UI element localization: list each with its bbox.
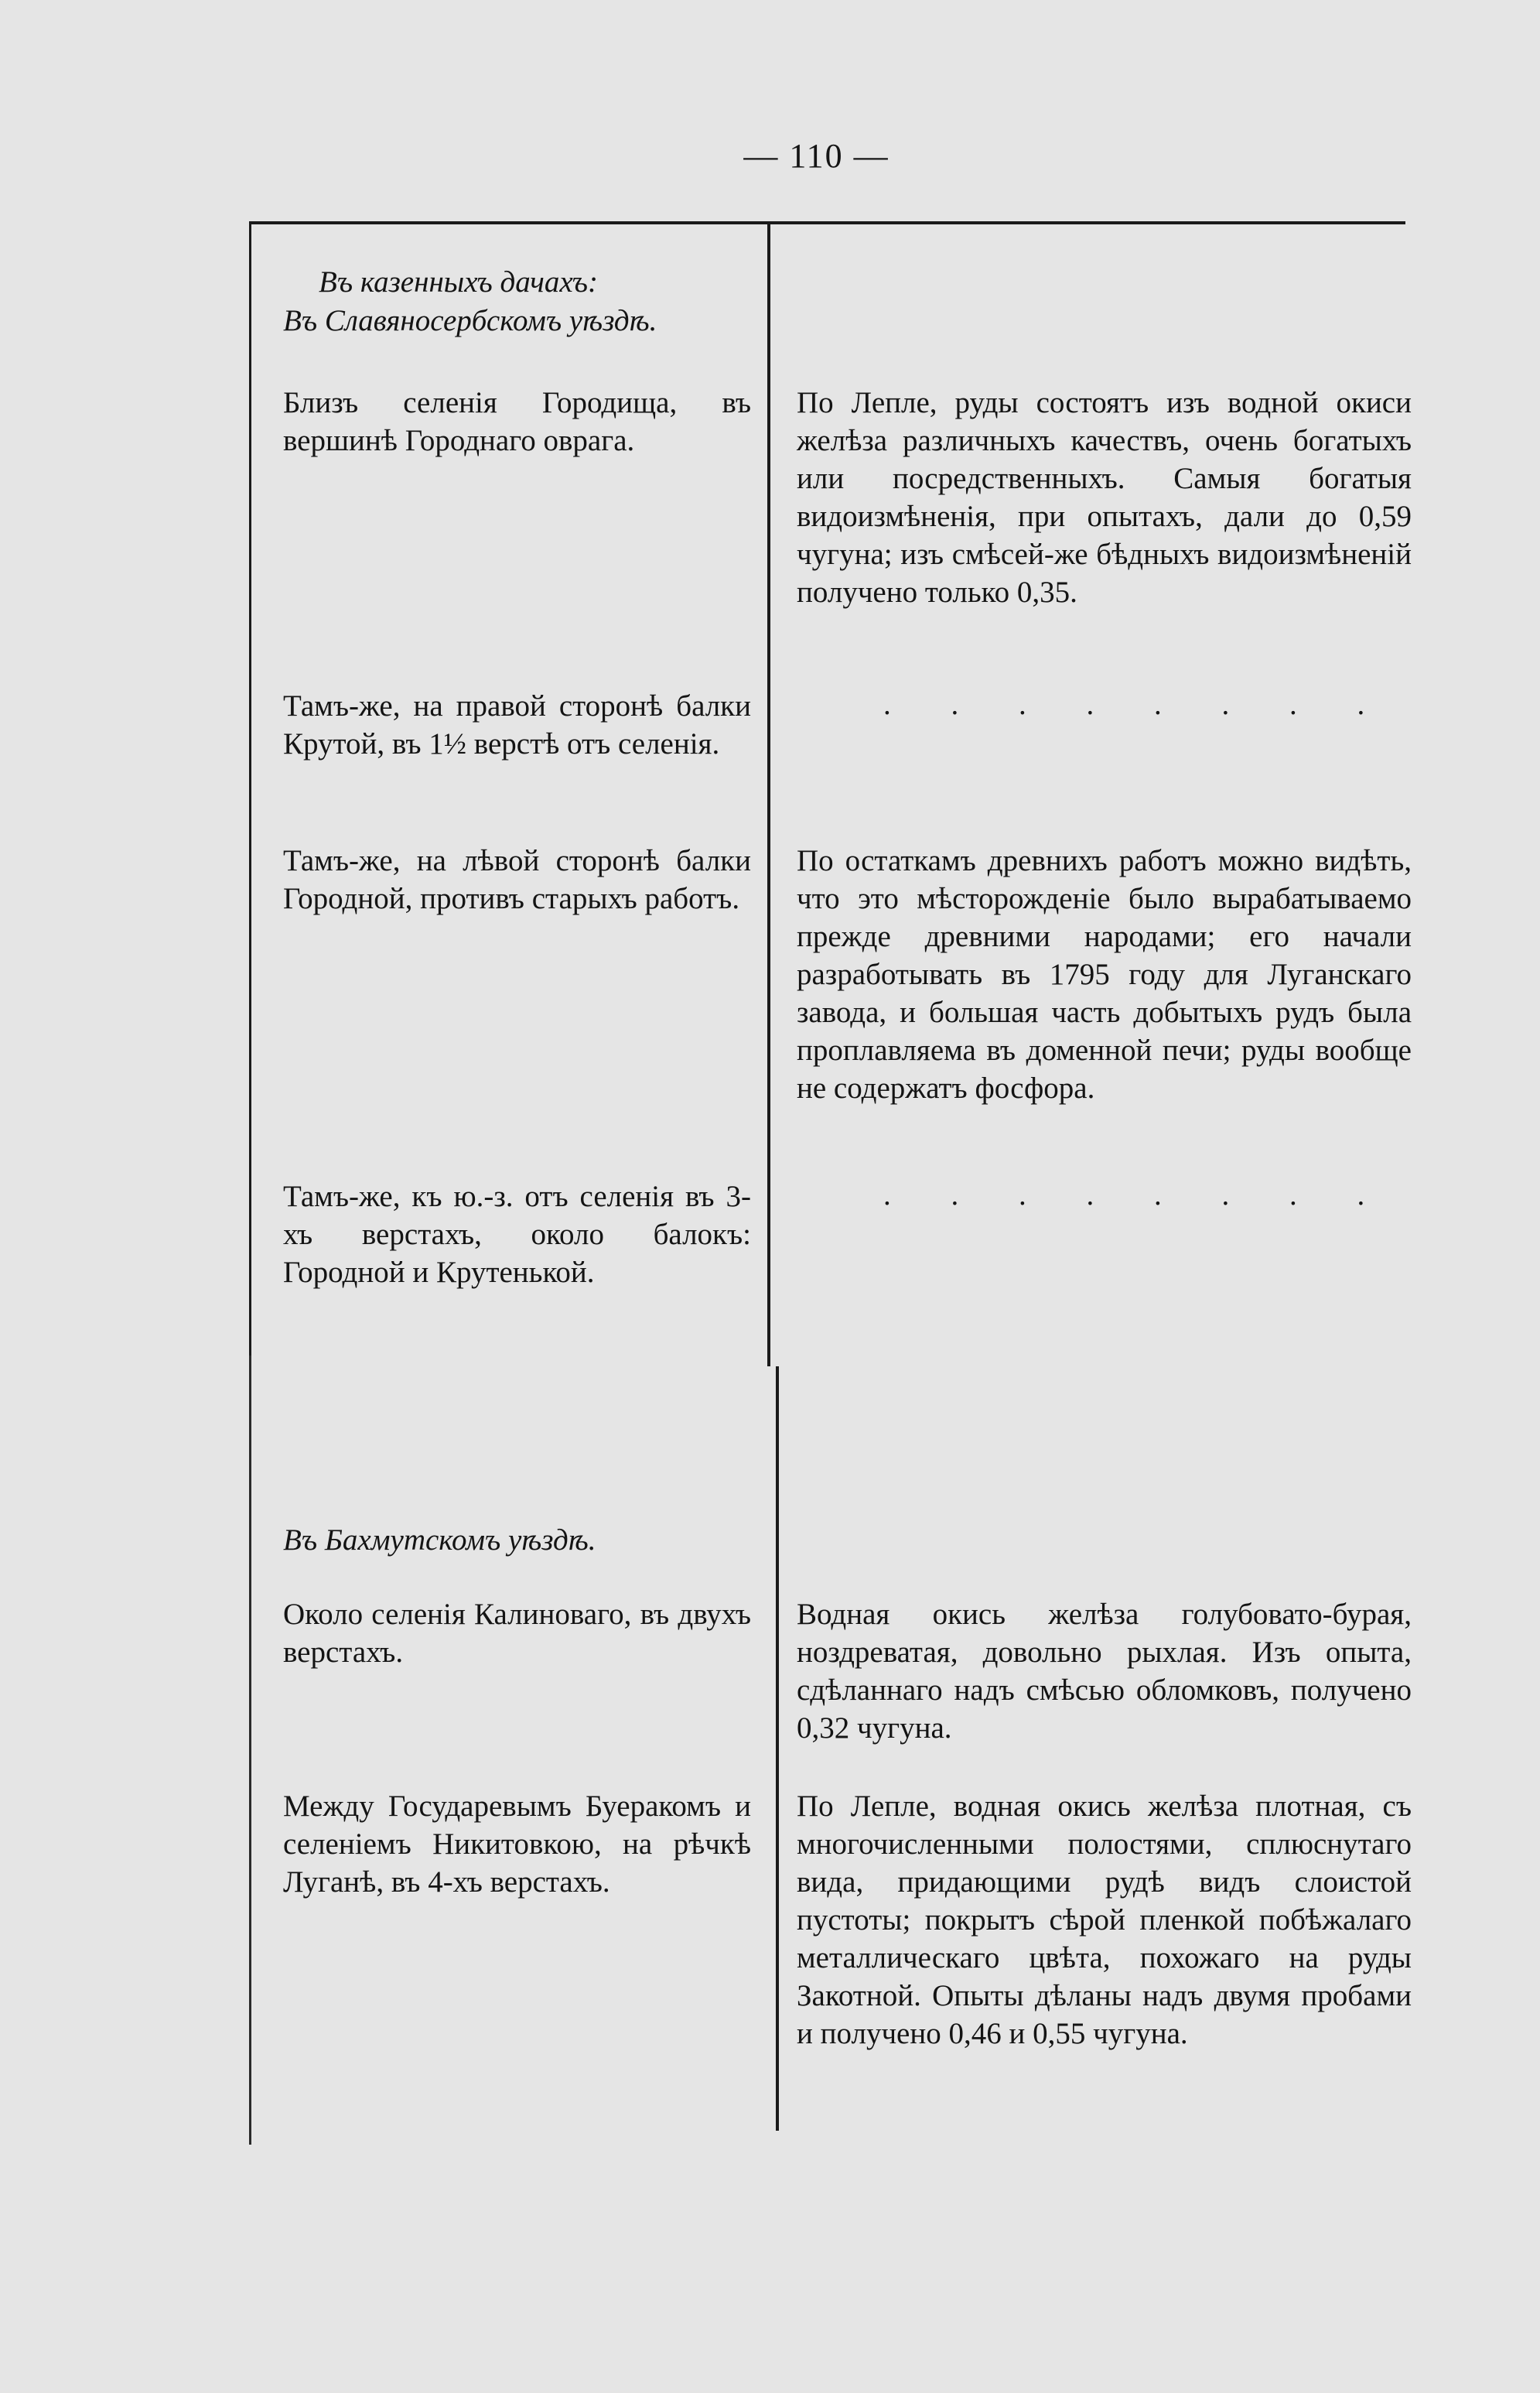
table-column-divider-lower [776,1366,779,2131]
row-1-location: Близъ селенія Городища, въ вершинѣ Городнаго оврага. [283,386,751,457]
row-6-description: По Лепле, водная окись желѣза плотная, съ многочисленными полостями, сплюснутаго вида, придающими рудѣ видъ слоистой пустоты; покрытъ сѣрой пленкой побѣжалаго металлическаго цвѣта, похожаго на руды Закотной. Опыты дѣланы надъ двумя пробами и получено 0,46 и 0,55 чугуна. [797,1790,1412,2050]
section-heading-line-2: Въ Славяносербскомъ уѣздѣ. [283,304,657,337]
page-number: — 110 — [743,137,890,175]
row-2-location: Тамъ-же, на правой сторонѣ балки Крутой, въ 1½ верстѣ отъ селенія. [283,689,751,761]
row-3-description: По остаткамъ древнихъ работъ можно видѣть, что это мѣсторожденіе было вырабатываемо прежде древними народами; его начали разработывать въ 1795 году для Луганскаго завода, и большая часть добытыхъ рудъ была проплавляема въ доменной печи; руды вообще не содержатъ фосфора. [797,844,1412,1105]
row-1-description: По Лепле, руды состоятъ изъ водной окиси желѣза различныхъ качествъ, очень богатыхъ или посредственныхъ. Самыя богатыя видоизмѣненія, при опытахъ, дали до 0,59 чугуна; изъ смѣсей-же бѣдныхъ видоизмѣненій получено только 0,35. [797,386,1412,609]
row-4-location: Тамъ-же, къ ю.-з. отъ селенія въ 3-хъ верстахъ, около балокъ: Городной и Крутенькой. [283,1180,751,1289]
table-top-rule [249,221,1405,224]
table-left-rule-lower [249,1355,251,2145]
row-6-location: Между Государевымъ Буеракомъ и селеніемъ Никитовкою, на рѣчкѣ Луганѣ, въ 4-хъ верстахъ. [283,1790,751,1899]
row-5-location: Около селенія Калиноваго, въ двухъ верстахъ. [283,1598,751,1669]
table-column-divider [767,221,770,1366]
section-heading-bakhmut: Въ Бахмутскомъ уѣздѣ. [283,1523,596,1557]
row-2-description-dots: . . . . . . . . [883,688,1391,721]
table-left-rule [249,221,251,1355]
row-3-location: Тамъ-же, на лѣвой сторонѣ балки Городной, противъ старыхъ работъ. [283,844,751,915]
section-heading-line-1: Въ казенныхъ дачахъ: [319,265,598,299]
row-4-description-dots: . . . . . . . . [883,1178,1391,1212]
row-5-description: Водная окись желѣза голубовато-бурая, ноздреватая, довольно рыхлая. Изъ опыта, сдѣланнаго надъ смѣсью обломковъ, получено 0,32 чугуна. [797,1598,1412,1745]
